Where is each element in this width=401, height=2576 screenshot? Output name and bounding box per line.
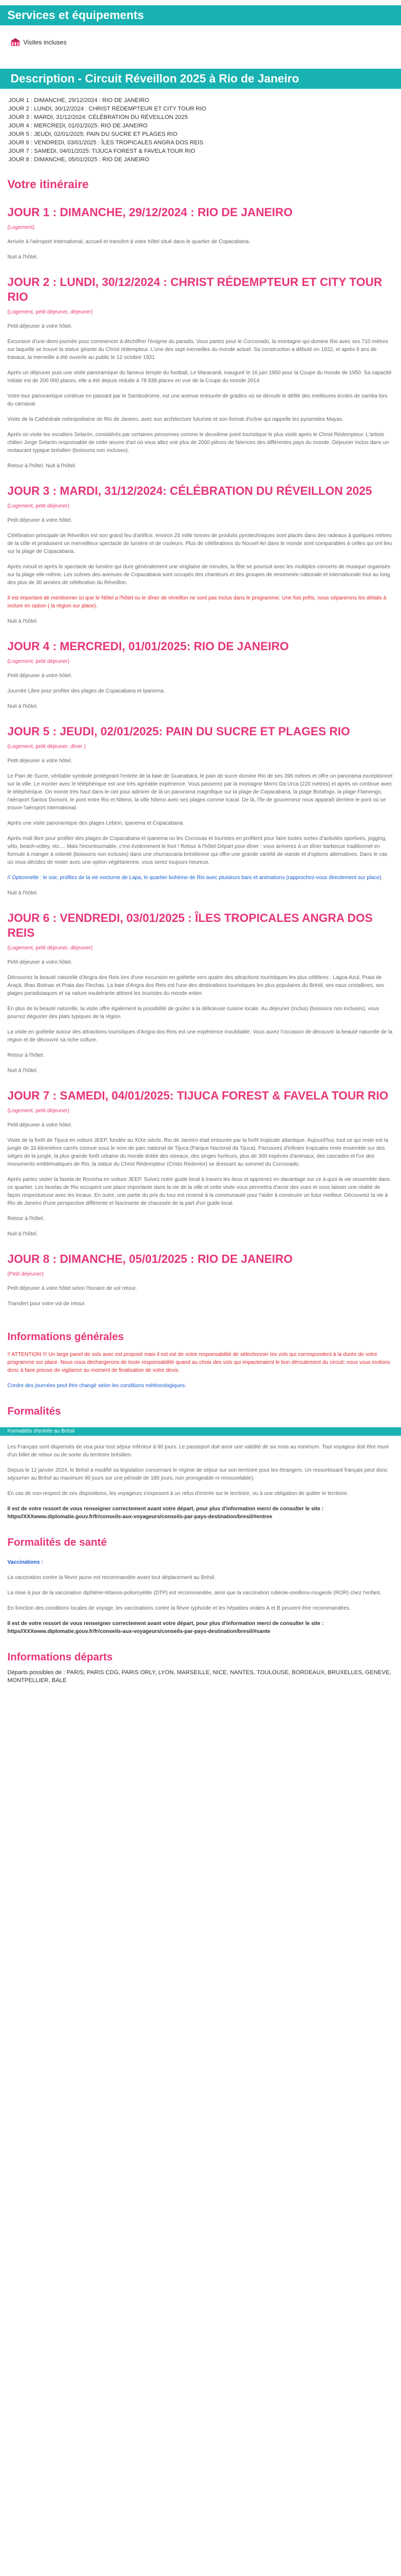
- day-paragraph: Retour à l'hôtel.: [7, 1052, 44, 1058]
- day-paragraph: Visite de la Cathédrale métropolitaine de Rio de Janeiro, avec son architecture futuriste et son format d'icône qui rappelle les pyramides Mayas.: [7, 417, 344, 422]
- day-block: [7, 1075, 394, 1238]
- itinerary-title: Votre itinéraire: [7, 178, 89, 191]
- day-meals: (Logement, petit déjeuner, déjeuner): [7, 309, 93, 315]
- sante-link-note: Il est de votre ressort de vous renseigner correctement avant votre départ, pour plus d'information merci de consulter le site : https//XXXwww.diplomatie.gouv.fr/fr/conseils-aux-voyageurs/conseils-par-pays-destination/bresil/#sante: [7, 1621, 324, 1635]
- sante-body: [7, 1574, 394, 1636]
- sante-paragraph: La mise à jour de la vaccination diphtérie-tétanos-poliomyélite (DTP) est recommandée, ainsi que la vaccination rubéole-oreillons-rougeole (ROR) chez l'enfant.: [7, 1590, 381, 1596]
- formalites-title: Formalités: [7, 1406, 61, 1417]
- day-block: [7, 1238, 394, 1308]
- visites-label: Visites incluses: [23, 39, 67, 46]
- day-paragraph: Nuit à l'hôtel.: [7, 618, 38, 624]
- day-paragraph: Votre tour panoramique continue en passant par le Sambodrome, est une avenue entourée de gradins où se déroule le défilé des meilleures écoles de samba lors du carnaval.: [7, 393, 388, 407]
- day-title: JOUR 6 : VENDREDI, 03/01/2025 : ÎLES TROPICALES ANGRA DOS REIS: [7, 911, 373, 939]
- day-paragraph: Nuit à l'hôtel.: [7, 704, 38, 709]
- info-generales-title: Informations générales: [7, 1331, 124, 1343]
- visites-icon: [11, 38, 20, 47]
- day-paragraph: Retour à l'hôtel.: [7, 1216, 44, 1222]
- day-title: JOUR 2 : LUNDI, 30/12/2024 : CHRIST RÉDEMPTEUR ET CITY TOUR RIO: [7, 275, 382, 303]
- summary-line: JOUR 7 : SAMEDI, 04/01/2025: TIJUCA FOREST & FAVELA TOUR RIO: [8, 148, 195, 154]
- summary-line: JOUR 3 : MARDI, 31/12/2024: CÉLÉBRATION DU RÉVEILLON 2025: [8, 114, 188, 121]
- summary-line: JOUR 5 : JEUDI, 02/01/2025: PAIN DU SUCRE ET PLAGES RIO: [8, 131, 178, 137]
- formalites-paragraph: Depuis le 12 janvier 2024, le Brésil a modifié sa législation concernant le régime de séjour sur son territoire pour les étrangers. Un ressortissant français peut donc séjourner au Brésil au maximum 90 jours sur une période de 180 jours, non prorogeable ni renouvelable).: [7, 1467, 388, 1481]
- day-paragraph: Après minuit et après le spectacle de lumière qui dure généralement une vingtaine de minutes, la fête se poursuit avec les multiples concerts de musique organisés sur la plage elle-même. Les scènes des avenues de Copacabana sont occupés des chanteurs et des groupes de renommée nationale et internationale tout au long des plus de 30 années de célébration du Réveillon.: [7, 564, 390, 586]
- info-generales-note: Cordre des journées peut être changé selon les conditions météorologiques.: [7, 1383, 186, 1389]
- day-paragraph: Retour à l'hôtel. Nuit à l'hôtel.: [7, 463, 76, 469]
- formalites-paragraph: Les Français sont dispensés de visa pour tout séjour inférieur à 90 jours. Le passeport doit avoir une validité de six mois au minimum. Tout voyageur doit être muni d'un billet de retour ou de sortie du territoire brésilien.: [7, 1444, 389, 1458]
- day-paragraph: Petit déjeuner à votre hôtel.: [7, 1122, 72, 1128]
- day-paragraph: Après un déjeuner puis une visite panoramique du fameux temple du football, Le Maracanã, inauguré le 16 juin 1950 pour la Coupe du monde de 1950. Sa capacité initiale est de 200 000 places, elle a été depuis réduite à 78 838 places en vue de la Coupe du monde 2014.: [7, 370, 392, 384]
- day-title: JOUR 5 : JEUDI, 02/01/2025: PAIN DU SUCRE ET PLAGES RIO: [7, 725, 350, 738]
- services-header: [0, 5, 401, 25]
- day-paragraph: Le Pain de Sucre, véritable symbole protégeant l'entrée de la baie de Guanabara, le pain de sucre domine Rio de ses 396 mètres et offre un panorama exceptionnel sur la ville. Le monter avec le téléphérique est une très agréable expérience. Vous passerez par la montagne Morro Da Urca (220 mètres) et après on continue avec le téléphérique. On monte très haut dans le ciel pour admirer de là un panorama magnifique sur la plage de Copacabana, la plage Botafogo, la plage Flamengo, l'aéroport Santos Dumont, le pont entre Rio et Niteroi, la ville Niteroi avec ses plages comme Icaraí. De là, l'île de gouverneur nous apparaît derrière le pont où se trouve l'aéroport international.: [7, 773, 393, 811]
- day-paragraph: Après partez visiter la favela de Rocinha en voiture JEEP. Suivez notre guide local à travers les lieux et apprenez en davantage sur ce à quoi la vie ressemble dans ce quartier. Les favelas de Rio occupent une place importante dans la vie de la ville et cette visite vous permettra d'avoir des vues et vous laisser une réalité de façon respectueuse avec les locaux. En outre, une partie du prix du tour est reversé à la communauté pour l'aider à construire un futur meilleur. Découvrez la vie à Rio de Janeiro d'une perspective différente et fascinante de chaussée de la part d'un guide local.: [7, 1177, 390, 1206]
- formalites-body: [0, 1443, 401, 1521]
- info-generales-warning: !! ATTENTION !!! Un large panel de vols avec est proposé mais il est est de notre responsabilité de sélectionner les vols qui correspondent à la durée de votre programme sur place. Nous nous déchargerons de toute responsabilité quand au choix des vols qui impacteraient le bon déroulement du circuit; nous vous invitons donc à faire preuve de vigilance au moment de finalisation de votre devis.: [7, 1352, 390, 1373]
- day-paragraph: Petit déjeuner à votre hôtel.: [7, 959, 72, 965]
- day-paragraph: Arrivée à l'aéroport International, accueil et transfert à votre hôtel situé dans le quartier de Copacabana.: [7, 239, 250, 245]
- day-paragraph: En plus de la beauté naturelle, la visite offre également la possibilité de goûter à la délicieuse cuisine locale. Au déjeuner (inclus) (boissons non incluses), vous pourrez déguster des plats typiques de la région.: [7, 1006, 379, 1020]
- sante-section: [0, 1537, 401, 1636]
- day-paragraph: Petit déjeuner à votre hôtel selon l'horaire de vol retour.: [7, 1286, 137, 1291]
- day-paragraph: Petit déjeuner à votre hôtel.: [7, 324, 72, 329]
- day-block: [7, 261, 394, 470]
- formalites-band: Formalités d'entrée au Brésil: [0, 1427, 401, 1436]
- day-paragraph: Journée Libre pour profiter des plages de Copacabana et Ipanema.: [7, 688, 165, 694]
- day-meals: (Logement, petit déjeuner): [7, 1108, 70, 1114]
- formalites-paragraph: En cas de non-respect de ces dispositions, les voyageurs s'exposent à un refus d'entrée sur le territoire, ou à une obligation de quitter le territoire.: [7, 1491, 349, 1497]
- day-optional-note: // Optionnelle : le soir, profitez de la vie nocturne de Lapa, le quartier bohème de Rio avec plusieurs bars et animations (rapprochez-vous directement sur place).: [7, 875, 383, 881]
- day-paragraph: Après on visite les escaliers Selarón, considérés par certaines personnes comme le deuxième point touristique le plus visité après le Christ Rédempteur. L'artiste chilien Jorge Selarón responsable de cette œuvre d'art où vous allez voir plus de 2000 pièces de faïences des différentes pays du monde. Déjeuner inclus dans un restaurant typique brésilien (boissons non incluses).: [7, 432, 389, 454]
- itinerary-summary: [0, 89, 401, 164]
- days-list: [0, 191, 401, 1308]
- sante-paragraph: La vaccination contre la fièvre jaune est recommandée avant tout déplacement au Brésil.: [7, 1575, 216, 1581]
- sante-paragraph: En fonction des conditions locales de voyage, les vaccinations contre la fièvre typhoïde et les hépatites virales A et B peuvent être recommandées.: [7, 1605, 351, 1611]
- description-header: [0, 69, 401, 89]
- sante-label: Vaccinations :: [7, 1559, 43, 1565]
- day-meals: (Logement): [7, 225, 35, 230]
- summary-line: JOUR 6 : VENDREDI, 03/01/2025 : ÎLES TROPICALES ANGRA DOS REIS: [8, 140, 204, 146]
- summary-line: JOUR 2 : LUNDI, 30/12/2024 : CHRIST RÉDEMPTEUR ET CITY TOUR RIO: [8, 106, 206, 112]
- formalites-section: [0, 1406, 401, 1418]
- day-block: [7, 897, 394, 1075]
- day-paragraph: Nuit à l'hôtel.: [7, 254, 38, 260]
- summary-line: JOUR 4 : MERCREDI, 01/01/2025: RIO DE JANEIRO: [8, 123, 148, 129]
- day-paragraph: Après midi libre pour profiter des plages de Copacabana et Ipanema ou les Corcovas et touristes en profitent pour faire toutes sortes d'activités sportives, jogging, vélo, beach-volley, etc.... Mais l'incontournable, c'est évidemment le foot ! Retour à l'hôtel Départ pour dîner : vous arriverez à un dîner barbecue traditionnel en formule à manger à volonté (boissons non incluses) dans une churrascaria brésilienne qui offre une grande variété de viande et d'options alternatives. Dans le cas où vous décidez de rester avec une option végétarienne, vous serez toujours heureux.: [7, 836, 388, 865]
- day-paragraph: Visite de la forêt de Tijuca en voiture JEEP, fondée au XIXe siècle, Rio de Janeiro était entourée par la forêt tropicale atlantique. Aujourd'hui, tout ce qui reste est la jungle de 33 kilomètres carrés connue sous le nom de parc national de Tijuca (Parque Nacional da Tijuca). Parcourez d'infinies tropicales reste ensemble sur des sièges de la jungle, la plus grande forêt urbaine du monde dotée des oiseaux, des singes hurleurs, plus de 300 espèces d'animaux, des cascades et l'un des monuments emblématiques de Rio, la statue du Christ Rédempteur (Cristo Redentor) se dressant au sommet du Corcovado.: [7, 1138, 388, 1167]
- day-title: JOUR 4 : MERCREDI, 01/01/2025: RIO DE JANEIRO: [7, 640, 289, 653]
- day-block: [7, 470, 394, 625]
- day-title: JOUR 7 : SAMEDI, 04/01/2025: TIJUCA FOREST & FAVELA TOUR RIO: [7, 1089, 389, 1102]
- departs-text: Départs possibles de : PARIS, PARIS CDG, PARIS ORLY, LYON, MARSEILLE, NICE, NANTES, TOULOUSE, BORDEAUX, BRUXELLES, GENEVE, MONTPELLIER, BALE: [7, 1669, 391, 1684]
- sante-title: Formalités de santé: [7, 1537, 107, 1548]
- day-block: [7, 191, 394, 261]
- day-block: [7, 625, 394, 710]
- day-title: JOUR 1 : DIMANCHE, 29/12/2024 : RIO DE JANEIRO: [7, 206, 293, 219]
- info-generales-section: [0, 1331, 401, 1390]
- day-paragraph: Transfert pour votre vol de retour.: [7, 1301, 86, 1307]
- day-paragraph: Après une visite panoramique des plages Leblon, Ipanema et Copacabana.: [7, 820, 185, 826]
- day-paragraph: Nuit à l'hôtel.: [7, 1068, 38, 1074]
- services-title: Services et équipements: [7, 8, 144, 22]
- summary-line: JOUR 1 : DIMANCHE, 29/12/2024 : RIO DE JANEIRO: [8, 97, 149, 104]
- day-paragraph: Petit déjeuner à votre hôtel.: [7, 758, 72, 764]
- formalites-link-note: Il est de votre ressort de vous renseigner correctement avant votre départ, pour plus d'information merci de consulter le site : https//XXXwww.diplomatie.gouv.fr/fr/conseils-aux-voyageurs/conseils-par-pays-destination/bresil/#entree: [7, 1506, 324, 1520]
- day-meals: (Petit déjeuner): [7, 1271, 44, 1277]
- day-paragraph: Petit déjeuner à votre hôtel.: [7, 673, 72, 679]
- day-paragraph: Nuit à l'hôtel.: [7, 890, 38, 896]
- departs-title: Informations départs: [7, 1651, 113, 1663]
- departs-section: [0, 1651, 401, 1690]
- day-meals: (Logement, petit déjeuner): [7, 503, 70, 509]
- day-paragraph: Célébration principale de Réveillon est son grand feu d'artifice, environ 25 mille tonnes de produits pyrotechniques sont placés dans des radeaux à quelques mètres de la côte et produisent un merveilleux spectacle de lumière et de couleurs. Plus de célébrations du Nouvel An dans le monde sont comparables à celles qui ont lieu sur la plage de Copacabana.: [7, 533, 393, 555]
- day-paragraph: Découvrez la beauté naturelle d'Angra dos Reis lors d'une excursion en goélette vers quatre des attractions touristiques les plus célèbres : Lagoa Azul, Praia de Araçá, Ilhas Botinas et Praia das Flechas. La baie d'Angra dos Reis est l'une des destinations touristiques les plus populaires du Brésil, ses eaux cristallines, ses plages paradisiaques et sa nature exubérante attirent les touristes du monde entier.: [7, 975, 384, 996]
- description-title: Description - Circuit Réveillon 2025 à Rio de Janeiro: [11, 72, 299, 85]
- day-paragraph: Excursion d'une demi-journée pour commencer à déchiffrer l'énigme du paradis. Vous partez pour le Corcovado, la montagne qui domine Rio avec ses 710 mètres sur laquelle se trouve la statue géante du Christ rédempteur. L'une des sept merveilles du monde actuel. Sa construction a débuté en 1922, et après 9 ans de travaux, la merveille a été ouverte au public le 12 octobre 1931.: [7, 339, 388, 361]
- summary-line: JOUR 8 : DIMANCHE, 05/01/2025 : RIO DE JANEIRO: [8, 156, 149, 163]
- day-paragraph: Nuit à l'hôtel.: [7, 1231, 38, 1237]
- day-title: JOUR 8 : DIMANCHE, 05/01/2025 : RIO DE JANEIRO: [7, 1252, 293, 1266]
- day-paragraph: Petit déjeuner à votre hôtel.: [7, 518, 72, 523]
- day-meals: (Logement, petit déjeuner): [7, 659, 70, 664]
- day-title: JOUR 3 : MARDI, 31/12/2024: CÉLÉBRATION DU RÉVEILLON 2025: [7, 484, 372, 497]
- day-meals: (Logement, petit déjeuner, déjeuner): [7, 945, 93, 951]
- day-block: [7, 710, 394, 897]
- day-meals: (Logement, petit déjeuner, dîner ): [7, 744, 86, 750]
- day-paragraph: La visite en goélette autour des attractions touristiques d'Angra dos Reis est une expérience inoubliable. Vous aurez l'occasion de découvrir la beauté naturelle de la région et de découvrir sa riche culture.: [7, 1029, 393, 1043]
- day-warning: Il est important de mentionner ici que le Nôtel a l'hôtel ou le dîner de réveillon ne sont pas inclus dans le programme. Une fois prêts, nous séparerons les détails à inclure en option ( la région sur place).: [7, 595, 387, 609]
- visites-row: [0, 25, 401, 48]
